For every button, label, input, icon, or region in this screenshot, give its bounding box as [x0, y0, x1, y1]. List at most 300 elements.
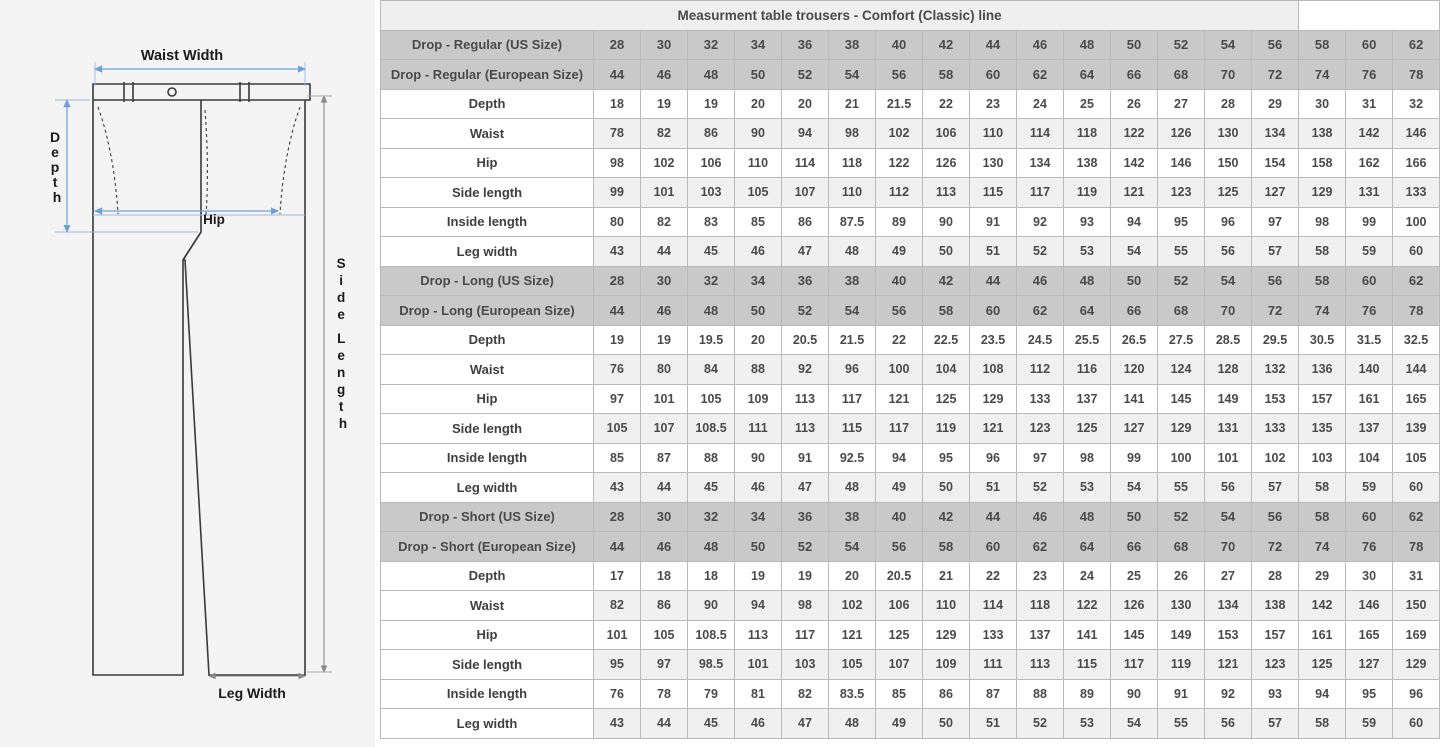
measurement-table-panel	[375, 0, 1445, 747]
measurement-cell: 20	[735, 89, 782, 119]
size-header-cell: 62	[1017, 532, 1064, 562]
measurement-cell: 101	[641, 178, 688, 208]
measurement-cell: 19	[688, 89, 735, 119]
size-header-cell: 48	[688, 60, 735, 90]
size-header-cell: 78	[1393, 296, 1440, 326]
size-header-cell: 60	[970, 296, 1017, 326]
measurement-cell: 138	[1252, 591, 1299, 621]
measurement-cell: 49	[876, 473, 923, 503]
table-row	[381, 679, 1440, 709]
size-header-cell: 30	[641, 266, 688, 296]
measurement-cell: 80	[594, 207, 641, 237]
size-header-cell: 52	[782, 60, 829, 90]
size-header-cell: 48	[1064, 30, 1111, 60]
measurement-cell: 51	[970, 709, 1017, 739]
measurement-cell: 19	[641, 325, 688, 355]
size-header-cell: 60	[1346, 266, 1393, 296]
measurement-cell: 95	[1346, 679, 1393, 709]
measurement-cell: 58	[1299, 237, 1346, 267]
measurement-cell: 153	[1252, 384, 1299, 414]
measurement-cell: 130	[970, 148, 1017, 178]
size-header-cell: 40	[876, 502, 923, 532]
measurement-cell: 88	[735, 355, 782, 385]
measurement-cell: 45	[688, 237, 735, 267]
measurement-cell: 86	[688, 119, 735, 149]
measurement-cell: 82	[594, 591, 641, 621]
measurement-cell: 127	[1252, 178, 1299, 208]
measurement-cell: 142	[1111, 148, 1158, 178]
size-header-cell: 46	[1017, 30, 1064, 60]
measurement-cell: 29	[1252, 89, 1299, 119]
measurement-cell: 30	[1299, 89, 1346, 119]
measurement-cell: 19.5	[688, 325, 735, 355]
measurement-cell: 87	[641, 443, 688, 473]
size-header-cell: 38	[829, 266, 876, 296]
measurement-cell: 105	[594, 414, 641, 444]
measurement-cell: 154	[1252, 148, 1299, 178]
measurement-cell: 105	[1393, 443, 1440, 473]
measurement-cell: 92	[1205, 679, 1252, 709]
measurement-cell: 112	[1017, 355, 1064, 385]
measurement-cell: 55	[1158, 237, 1205, 267]
measurement-cell: 94	[735, 591, 782, 621]
size-header-cell: 66	[1111, 296, 1158, 326]
size-header-cell: 42	[923, 30, 970, 60]
row-label: Side length	[381, 178, 594, 208]
measurement-cell: 105	[688, 384, 735, 414]
measurement-cell: 146	[1346, 591, 1393, 621]
measurement-cell: 106	[923, 119, 970, 149]
measurement-cell: 132	[1252, 355, 1299, 385]
measurement-cell: 44	[641, 709, 688, 739]
measurement-cell: 94	[1111, 207, 1158, 237]
measurement-cell: 114	[970, 591, 1017, 621]
measurement-cell: 117	[782, 620, 829, 650]
measurement-cell: 102	[829, 591, 876, 621]
trousers-diagram-panel	[0, 0, 375, 747]
measurement-cell: 87.5	[829, 207, 876, 237]
measurement-cell: 140	[1346, 355, 1393, 385]
measurement-cell: 27	[1158, 89, 1205, 119]
size-header-cell: 66	[1111, 532, 1158, 562]
measurement-cell: 19	[594, 325, 641, 355]
measurement-cell: 78	[641, 679, 688, 709]
measurement-cell: 129	[970, 384, 1017, 414]
measurement-cell: 30.5	[1299, 325, 1346, 355]
measurement-cell: 31	[1346, 89, 1393, 119]
measurement-cell: 20	[782, 89, 829, 119]
measurement-cell: 123	[1017, 414, 1064, 444]
measurement-cell: 115	[1064, 650, 1111, 680]
measurement-cell: 51	[970, 237, 1017, 267]
row-label: Drop - Regular (US Size)	[381, 30, 594, 60]
table-row	[381, 207, 1440, 237]
label-waist-width: Waist Width	[140, 48, 224, 64]
measurement-cell: 100	[1393, 207, 1440, 237]
table-title-blank	[1299, 1, 1440, 31]
size-header-cell: 68	[1158, 296, 1205, 326]
measurement-cell: 98	[594, 148, 641, 178]
measurement-cell: 110	[829, 178, 876, 208]
measurement-cell: 53	[1064, 709, 1111, 739]
size-header-cell: 42	[923, 266, 970, 296]
measurement-table	[380, 0, 1440, 739]
measurement-cell: 56	[1205, 473, 1252, 503]
size-header-cell: 54	[1205, 502, 1252, 532]
measurement-cell: 98	[1064, 443, 1111, 473]
measurement-cell: 107	[641, 414, 688, 444]
measurement-cell: 133	[970, 620, 1017, 650]
measurement-cell: 48	[829, 473, 876, 503]
measurement-cell: 113	[782, 414, 829, 444]
measurement-cell: 145	[1158, 384, 1205, 414]
measurement-cell: 115	[970, 178, 1017, 208]
measurement-cell: 57	[1252, 709, 1299, 739]
measurement-cell: 60	[1393, 709, 1440, 739]
measurement-cell: 103	[1299, 443, 1346, 473]
measurement-cell: 95	[1158, 207, 1205, 237]
measurement-cell: 129	[1158, 414, 1205, 444]
measurement-cell: 150	[1393, 591, 1440, 621]
measurement-cell: 43	[594, 473, 641, 503]
measurement-cell: 107	[782, 178, 829, 208]
measurement-cell: 106	[688, 148, 735, 178]
measurement-cell: 48	[829, 709, 876, 739]
row-label: Drop - Long (US Size)	[381, 266, 594, 296]
measurement-cell: 86	[641, 591, 688, 621]
measurement-cell: 29.5	[1252, 325, 1299, 355]
measurement-cell: 46	[735, 473, 782, 503]
measurement-cell: 121	[876, 384, 923, 414]
measurement-cell: 117	[876, 414, 923, 444]
size-header-cell: 68	[1158, 60, 1205, 90]
measurement-cell: 133	[1252, 414, 1299, 444]
measurement-cell: 19	[782, 561, 829, 591]
measurement-cell: 134	[1205, 591, 1252, 621]
size-header-cell: 38	[829, 502, 876, 532]
measurement-cell: 56	[1205, 709, 1252, 739]
size-header-cell: 70	[1205, 60, 1252, 90]
size-header-cell: 32	[688, 30, 735, 60]
measurement-cell: 113	[923, 178, 970, 208]
measurement-cell: 92	[782, 355, 829, 385]
measurement-cell: 19	[735, 561, 782, 591]
table-header-row	[381, 532, 1440, 562]
size-header-cell: 50	[735, 532, 782, 562]
measurement-cell: 26	[1111, 89, 1158, 119]
measurement-cell: 54	[1111, 709, 1158, 739]
measurement-cell: 96	[1205, 207, 1252, 237]
size-header-cell: 52	[782, 532, 829, 562]
measurement-cell: 87	[970, 679, 1017, 709]
size-header-cell: 50	[1111, 502, 1158, 532]
size-header-cell: 54	[829, 296, 876, 326]
size-header-cell: 70	[1205, 532, 1252, 562]
size-header-cell: 56	[876, 60, 923, 90]
measurement-cell: 127	[1346, 650, 1393, 680]
row-label: Hip	[381, 620, 594, 650]
measurement-cell: 126	[923, 148, 970, 178]
size-header-cell: 64	[1064, 532, 1111, 562]
table-row	[381, 119, 1440, 149]
size-header-cell: 70	[1205, 296, 1252, 326]
row-label: Inside length	[381, 207, 594, 237]
size-header-cell: 62	[1393, 502, 1440, 532]
measurement-cell: 96	[1393, 679, 1440, 709]
trousers-diagram	[0, 0, 375, 747]
measurement-cell: 24	[1017, 89, 1064, 119]
measurement-cell: 52	[1017, 709, 1064, 739]
measurement-cell: 58	[1299, 473, 1346, 503]
size-header-cell: 54	[1205, 266, 1252, 296]
size-header-cell: 54	[829, 60, 876, 90]
row-label: Depth	[381, 561, 594, 591]
measurement-cell: 24.5	[1017, 325, 1064, 355]
measurement-cell: 19	[641, 89, 688, 119]
row-label: Inside length	[381, 679, 594, 709]
measurement-cell: 103	[688, 178, 735, 208]
measurement-cell: 128	[1205, 355, 1252, 385]
table-row	[381, 355, 1440, 385]
size-header-cell: 78	[1393, 532, 1440, 562]
measurement-cell: 85	[594, 443, 641, 473]
measurement-cell: 101	[735, 650, 782, 680]
size-header-cell: 44	[970, 502, 1017, 532]
table-row	[381, 325, 1440, 355]
size-header-cell: 44	[594, 60, 641, 90]
measurement-cell: 20	[829, 561, 876, 591]
measurement-cell: 78	[594, 119, 641, 149]
measurement-cell: 134	[1252, 119, 1299, 149]
size-header-cell: 68	[1158, 532, 1205, 562]
measurement-cell: 83	[688, 207, 735, 237]
measurement-cell: 94	[1299, 679, 1346, 709]
measurement-cell: 110	[970, 119, 1017, 149]
measurement-cell: 141	[1111, 384, 1158, 414]
measurement-cell: 50	[923, 473, 970, 503]
measurement-cell: 144	[1393, 355, 1440, 385]
size-header-cell: 60	[970, 60, 1017, 90]
measurement-cell: 60	[1393, 473, 1440, 503]
table-header-row	[381, 30, 1440, 60]
size-header-cell: 46	[641, 60, 688, 90]
row-label: Depth	[381, 89, 594, 119]
measurement-cell: 84	[688, 355, 735, 385]
measurement-cell: 133	[1017, 384, 1064, 414]
measurement-cell: 92	[1017, 207, 1064, 237]
measurement-cell: 109	[735, 384, 782, 414]
measurement-cell: 119	[923, 414, 970, 444]
measurement-cell: 96	[970, 443, 1017, 473]
table-title: Measurment table trousers - Comfort (Classic) line	[381, 1, 1299, 31]
measurement-cell: 94	[782, 119, 829, 149]
size-header-cell: 46	[1017, 502, 1064, 532]
size-header-cell: 74	[1299, 296, 1346, 326]
measurement-cell: 127	[1111, 414, 1158, 444]
measurement-cell: 89	[1064, 679, 1111, 709]
measurement-cell: 98	[782, 591, 829, 621]
table-header-row	[381, 296, 1440, 326]
size-header-cell: 48	[1064, 266, 1111, 296]
measurement-cell: 82	[641, 119, 688, 149]
measurement-cell: 50	[923, 709, 970, 739]
measurement-cell: 121	[970, 414, 1017, 444]
measurement-cell: 53	[1064, 473, 1111, 503]
measurement-cell: 130	[1158, 591, 1205, 621]
row-label: Waist	[381, 355, 594, 385]
table-row	[381, 561, 1440, 591]
measurement-cell: 24	[1064, 561, 1111, 591]
measurement-cell: 149	[1205, 384, 1252, 414]
row-label: Hip	[381, 384, 594, 414]
row-label: Side length	[381, 650, 594, 680]
measurement-cell: 157	[1252, 620, 1299, 650]
measurement-cell: 105	[641, 620, 688, 650]
measurement-cell: 97	[1252, 207, 1299, 237]
measurement-cell: 21.5	[829, 325, 876, 355]
measurement-cell: 25.5	[1064, 325, 1111, 355]
table-row	[381, 473, 1440, 503]
measurement-cell: 100	[876, 355, 923, 385]
measurement-cell: 55	[1158, 709, 1205, 739]
size-header-cell: 46	[641, 532, 688, 562]
measurement-cell: 26	[1158, 561, 1205, 591]
measurement-cell: 95	[594, 650, 641, 680]
row-label: Side length	[381, 414, 594, 444]
size-header-cell: 44	[594, 532, 641, 562]
table-row	[381, 384, 1440, 414]
size-header-cell: 74	[1299, 60, 1346, 90]
table-row	[381, 178, 1440, 208]
measurement-cell: 88	[688, 443, 735, 473]
measurement-cell: 142	[1346, 119, 1393, 149]
measurement-cell: 57	[1252, 237, 1299, 267]
measurement-cell: 101	[594, 620, 641, 650]
measurement-cell: 18	[641, 561, 688, 591]
measurement-cell: 141	[1064, 620, 1111, 650]
table-header-row	[381, 266, 1440, 296]
measurement-cell: 110	[923, 591, 970, 621]
measurement-cell: 137	[1064, 384, 1111, 414]
size-header-cell: 56	[1252, 502, 1299, 532]
row-label: Hip	[381, 148, 594, 178]
measurement-cell: 113	[735, 620, 782, 650]
measurement-cell: 125	[876, 620, 923, 650]
table-row	[381, 591, 1440, 621]
measurement-cell: 138	[1299, 119, 1346, 149]
measurement-cell: 94	[876, 443, 923, 473]
measurement-cell: 131	[1346, 178, 1393, 208]
size-header-cell: 76	[1346, 60, 1393, 90]
size-header-cell: 76	[1346, 532, 1393, 562]
measurement-cell: 21.5	[876, 89, 923, 119]
size-header-cell: 52	[782, 296, 829, 326]
measurement-cell: 46	[735, 709, 782, 739]
measurement-cell: 129	[1299, 178, 1346, 208]
measurement-cell: 98	[829, 119, 876, 149]
measurement-cell: 22	[923, 89, 970, 119]
measurement-cell: 121	[1111, 178, 1158, 208]
size-header-cell: 50	[1111, 266, 1158, 296]
measurement-cell: 80	[641, 355, 688, 385]
size-header-cell: 60	[1346, 502, 1393, 532]
size-header-cell: 56	[1252, 30, 1299, 60]
measurement-cell: 47	[782, 709, 829, 739]
measurement-cell: 18	[688, 561, 735, 591]
measurement-cell: 149	[1158, 620, 1205, 650]
measurement-cell: 116	[1064, 355, 1111, 385]
measurement-cell: 45	[688, 709, 735, 739]
measurement-cell: 146	[1158, 148, 1205, 178]
measurement-cell: 122	[1064, 591, 1111, 621]
row-label: Leg width	[381, 237, 594, 267]
measurement-cell: 99	[594, 178, 641, 208]
size-header-cell: 50	[1111, 30, 1158, 60]
size-header-cell: 52	[1158, 266, 1205, 296]
measurement-cell: 158	[1299, 148, 1346, 178]
measurement-cell: 117	[829, 384, 876, 414]
measurement-cell: 21	[923, 561, 970, 591]
size-header-cell: 66	[1111, 60, 1158, 90]
measurement-cell: 102	[1252, 443, 1299, 473]
measurement-cell: 18	[594, 89, 641, 119]
size-header-cell: 56	[876, 532, 923, 562]
table-header-row	[381, 502, 1440, 532]
measurement-cell: 142	[1299, 591, 1346, 621]
measurement-cell: 162	[1346, 148, 1393, 178]
size-header-cell: 30	[641, 30, 688, 60]
measurement-cell: 165	[1393, 384, 1440, 414]
measurement-cell: 113	[1017, 650, 1064, 680]
size-header-cell: 62	[1017, 296, 1064, 326]
measurement-cell: 32.5	[1393, 325, 1440, 355]
size-header-cell: 42	[923, 502, 970, 532]
measurement-cell: 111	[970, 650, 1017, 680]
measurement-cell: 90	[735, 119, 782, 149]
size-header-cell: 72	[1252, 532, 1299, 562]
label-depth: D e p t h	[49, 129, 62, 205]
measurement-cell: 161	[1346, 384, 1393, 414]
table-row	[381, 650, 1440, 680]
measurement-cell: 129	[1393, 650, 1440, 680]
measurement-cell: 105	[735, 178, 782, 208]
measurement-cell: 28	[1252, 561, 1299, 591]
table-row	[381, 89, 1440, 119]
size-header-cell: 72	[1252, 60, 1299, 90]
measurement-cell: 97	[594, 384, 641, 414]
measurement-cell: 126	[1158, 119, 1205, 149]
measurement-cell: 82	[641, 207, 688, 237]
size-header-cell: 64	[1064, 296, 1111, 326]
size-header-cell: 44	[594, 296, 641, 326]
measurement-cell: 79	[688, 679, 735, 709]
measurement-cell: 117	[1017, 178, 1064, 208]
row-label: Drop - Short (US Size)	[381, 502, 594, 532]
measurement-cell: 166	[1393, 148, 1440, 178]
measurement-cell: 49	[876, 709, 923, 739]
measurement-cell: 125	[1205, 178, 1252, 208]
measurement-cell: 108.5	[688, 620, 735, 650]
size-header-cell: 60	[970, 532, 1017, 562]
measurement-cell: 145	[1111, 620, 1158, 650]
measurement-cell: 27.5	[1158, 325, 1205, 355]
size-header-cell: 58	[1299, 266, 1346, 296]
label-hip: Hip	[203, 212, 225, 227]
size-header-cell: 34	[735, 266, 782, 296]
label-side-length: S i d e L e n g t h	[336, 256, 348, 431]
measurement-cell: 120	[1111, 355, 1158, 385]
size-header-cell: 50	[735, 296, 782, 326]
